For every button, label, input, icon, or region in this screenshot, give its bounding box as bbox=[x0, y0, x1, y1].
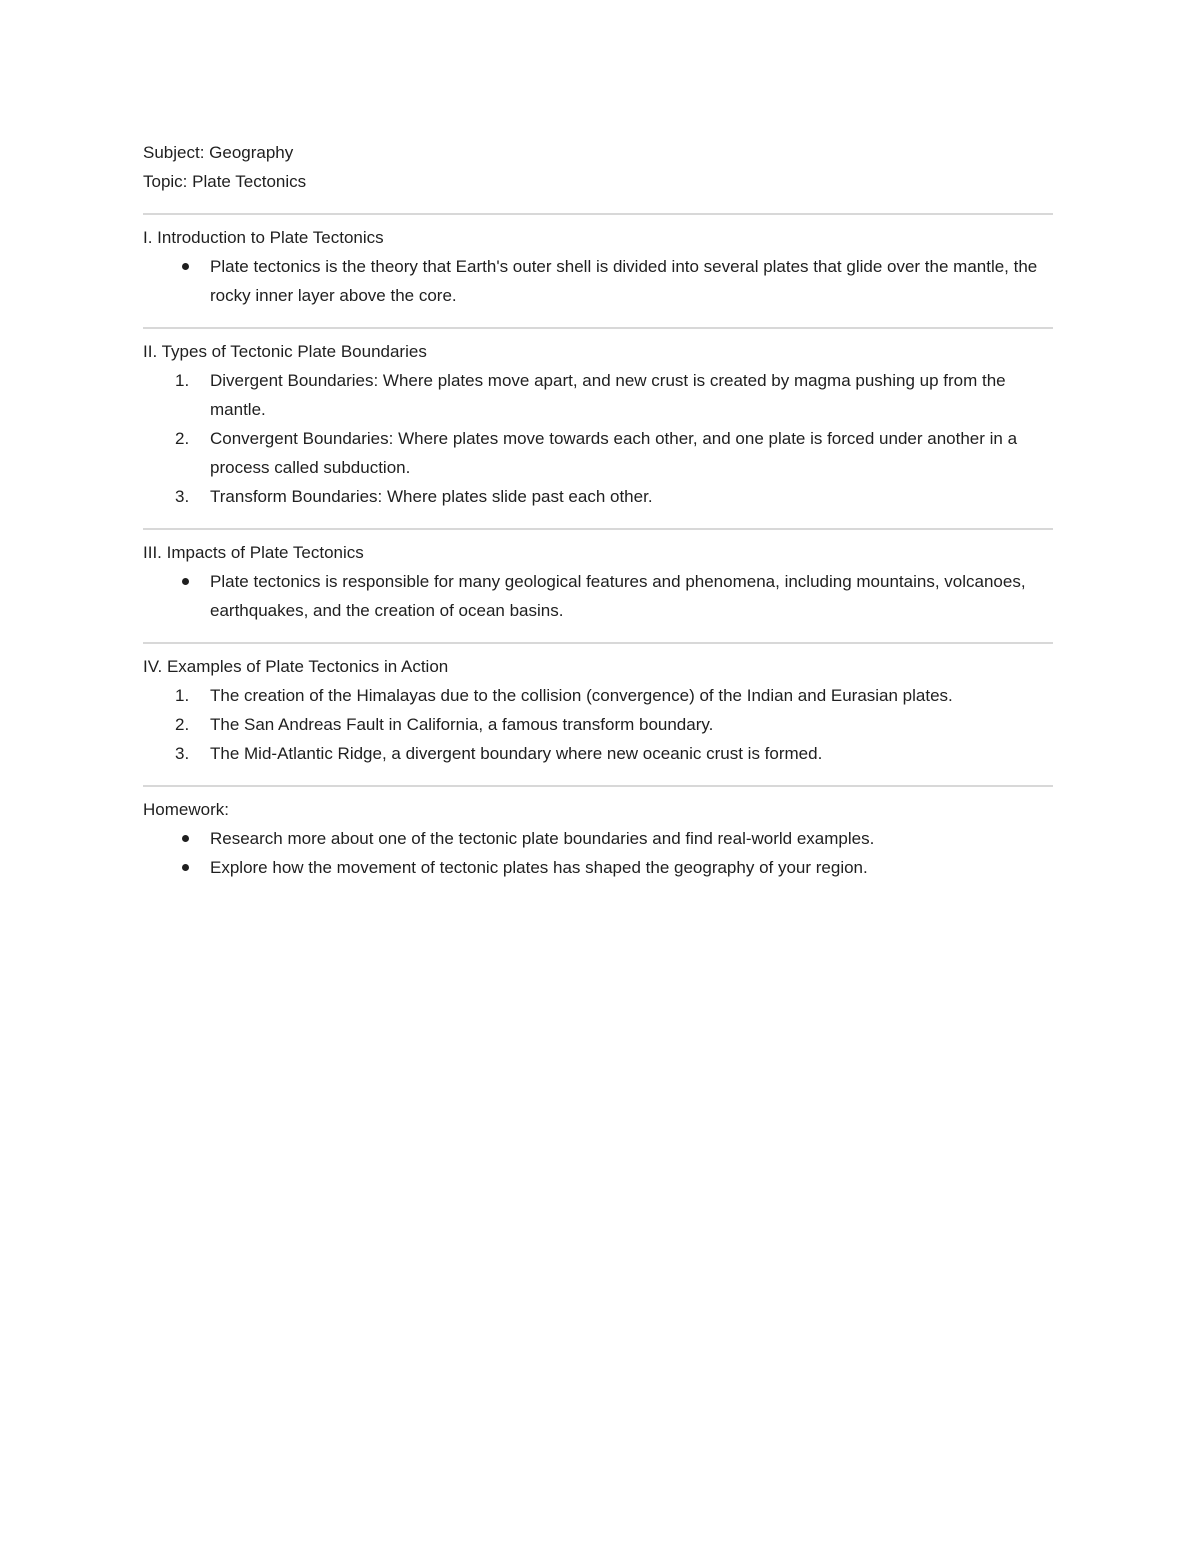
list-item: Divergent Boundaries: Where plates move apart, and new crust is created by magma pushing up from the mantle. bbox=[210, 371, 1006, 419]
section-divider bbox=[143, 642, 1053, 644]
topic-line: Topic: Plate Tectonics bbox=[143, 172, 307, 191]
list-item: The creation of the Himalayas due to the collision (convergence) of the Indian and Eurasian plates. bbox=[210, 686, 953, 705]
list-item: Transform Boundaries: Where plates slide past each other. bbox=[210, 487, 653, 506]
section-divider bbox=[143, 528, 1053, 530]
section-heading: I. Introduction to Plate Tectonics bbox=[143, 228, 384, 247]
bullet-list bbox=[143, 252, 1053, 310]
bullet-list bbox=[143, 824, 1053, 882]
list-item: Explore how the movement of tectonic plates has shaped the geography of your region. bbox=[143, 853, 1053, 882]
subject-line: Subject: Geography bbox=[143, 143, 294, 162]
section-homework bbox=[143, 795, 1053, 882]
list-item: The San Andreas Fault in California, a famous transform boundary. bbox=[210, 715, 714, 734]
section-heading: II. Types of Tectonic Plate Boundaries bbox=[143, 342, 427, 361]
section-heading: III. Impacts of Plate Tectonics bbox=[143, 543, 364, 562]
section-heading: Homework: bbox=[143, 800, 229, 819]
numbered-list bbox=[143, 681, 1053, 768]
bullet-list bbox=[143, 567, 1053, 625]
list-item: Research more about one of the tectonic plate boundaries and find real-world examples. bbox=[143, 824, 1053, 853]
section-heading: IV. Examples of Plate Tectonics in Action bbox=[143, 657, 449, 676]
list-item: The Mid-Atlantic Ridge, a divergent boundary where new oceanic crust is formed. bbox=[210, 744, 823, 763]
section-impacts bbox=[143, 538, 1053, 625]
list-item: Plate tectonics is responsible for many geological features and phenomena, including mountains, volcanoes, earthquakes, and the creation of ocean basins. bbox=[143, 567, 1053, 625]
section-boundary-types bbox=[143, 337, 1053, 511]
numbered-list bbox=[143, 366, 1053, 511]
list-item: Plate tectonics is the theory that Earth's outer shell is divided into several plates that glide over the mantle, the rocky inner layer above the core. bbox=[143, 252, 1053, 310]
section-divider bbox=[143, 785, 1053, 787]
document-content bbox=[143, 138, 1053, 882]
section-examples bbox=[143, 652, 1053, 768]
list-item: Convergent Boundaries: Where plates move towards each other, and one plate is forced under another in a process called subduction. bbox=[210, 429, 1018, 477]
section-divider bbox=[143, 213, 1053, 215]
section-divider bbox=[143, 327, 1053, 329]
section-introduction bbox=[143, 223, 1053, 310]
